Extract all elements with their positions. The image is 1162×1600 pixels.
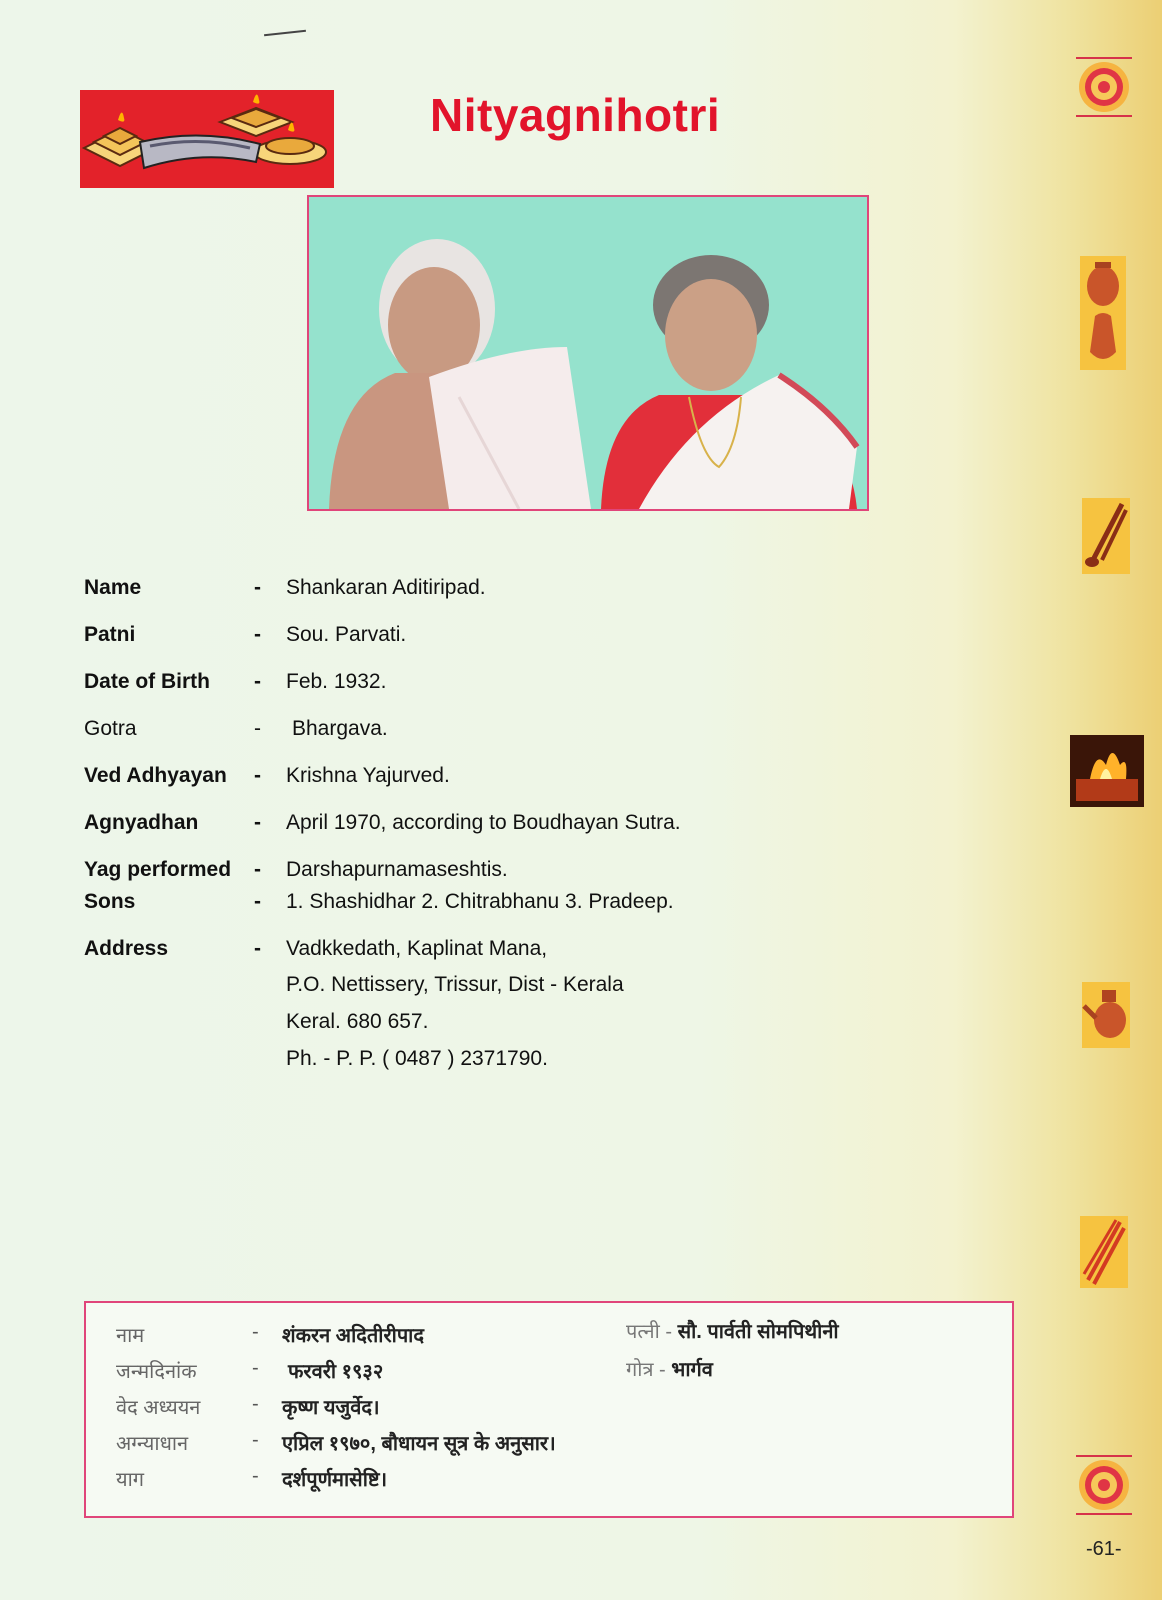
fire-altar-logo — [80, 90, 334, 188]
detail-label: Gotra — [84, 717, 137, 740]
page-number: -61- — [1086, 1538, 1122, 1560]
hindi-gotra — [626, 1355, 713, 1382]
detail-label: Date of Birth — [84, 670, 210, 693]
detail-dash: - — [254, 576, 261, 599]
detail-dash: - — [254, 858, 261, 881]
hindi-dash: - — [252, 1357, 259, 1379]
detail-value: Sou. Parvati. — [286, 623, 407, 646]
detail-value: Feb. 1932. — [286, 670, 387, 693]
detail-label: Patni — [84, 623, 136, 646]
detail-value: Darshapurnamaseshtis. — [286, 858, 508, 881]
chakra-icon — [1076, 56, 1132, 123]
detail-dash: - — [254, 811, 261, 834]
hindi-value: दर्शपूर्णमासेष्टि। — [282, 1469, 388, 1491]
hindi-patni — [626, 1317, 839, 1344]
hindi-value: फरवरी १९३२ — [288, 1361, 384, 1383]
detail-dash: - — [254, 764, 261, 787]
detail-dash: - — [254, 890, 261, 913]
detail-label: Address — [84, 937, 169, 960]
jug-icon — [1082, 982, 1130, 1053]
hindi-value: शंकरन अदितीरीपाद — [282, 1325, 424, 1347]
detail-label: Agnyadhan — [84, 811, 199, 834]
detail-dash: - — [254, 937, 261, 960]
page-title: Nityagnihotri — [430, 89, 721, 141]
address-line-text: P.O. Nettissery, Trissur, Dist - Kerala — [286, 973, 624, 996]
detail-label: Yag performed — [84, 858, 232, 881]
detail-value: Krishna Yajurved. — [286, 764, 450, 787]
hindi-dash: - — [252, 1393, 259, 1415]
detail-value: Shankaran Aditiripad. — [286, 576, 486, 599]
pot-icon — [1080, 256, 1126, 375]
hindi-label: अग्न्याधान — [116, 1433, 189, 1455]
hindi-value: कृष्ण यजुर्वेद। — [282, 1397, 380, 1419]
hindi-right-value: भार्गव — [671, 1359, 713, 1381]
hindi-dash: - — [252, 1429, 259, 1451]
portrait-photo — [307, 195, 869, 511]
hindi-right-label: पत्नी - — [626, 1321, 678, 1343]
hindi-dash: - — [252, 1465, 259, 1487]
detail-dash: - — [254, 670, 261, 693]
stray-mark — [264, 30, 306, 36]
hindi-label: जन्मदिनांक — [116, 1361, 197, 1383]
ladle-icon — [1082, 498, 1130, 579]
hindi-label: नाम — [116, 1325, 145, 1347]
address-line-text: Ph. - P. P. ( 0487 ) 2371790. — [286, 1047, 548, 1070]
detail-value: 1. Shashidhar 2. Chitrabhanu 3. Pradeep. — [286, 890, 674, 913]
chakra-icon — [1076, 1454, 1132, 1521]
hindi-right-value: सौ. पार्वती सोमपिथीनी — [677, 1321, 839, 1343]
hindi-right-label: गोत्र - — [626, 1359, 672, 1381]
detail-value: Bhargava. — [292, 717, 388, 740]
detail-label: Sons — [84, 890, 136, 913]
detail-value: April 1970, according to Boudhayan Sutra. — [286, 811, 681, 834]
spoons-icon — [1080, 1216, 1128, 1293]
address-line-text: Keral. 680 657. — [286, 1010, 429, 1033]
hindi-value: एप्रिल १९७०, बौधायन सूत्र के अनुसार। — [282, 1433, 556, 1455]
detail-label: Name — [84, 576, 142, 599]
hindi-details-box — [84, 1301, 1014, 1518]
detail-dash: - — [254, 623, 261, 646]
detail-value: Vadkkedath, Kaplinat Mana, — [286, 937, 548, 960]
hindi-dash: - — [252, 1321, 259, 1343]
hindi-label: वेद अध्ययन — [116, 1397, 201, 1419]
detail-label: Ved Adhyayan — [84, 764, 227, 787]
fire-altar-icon — [1070, 735, 1144, 812]
hindi-label: याग — [116, 1469, 145, 1491]
detail-dash: - — [254, 717, 261, 740]
